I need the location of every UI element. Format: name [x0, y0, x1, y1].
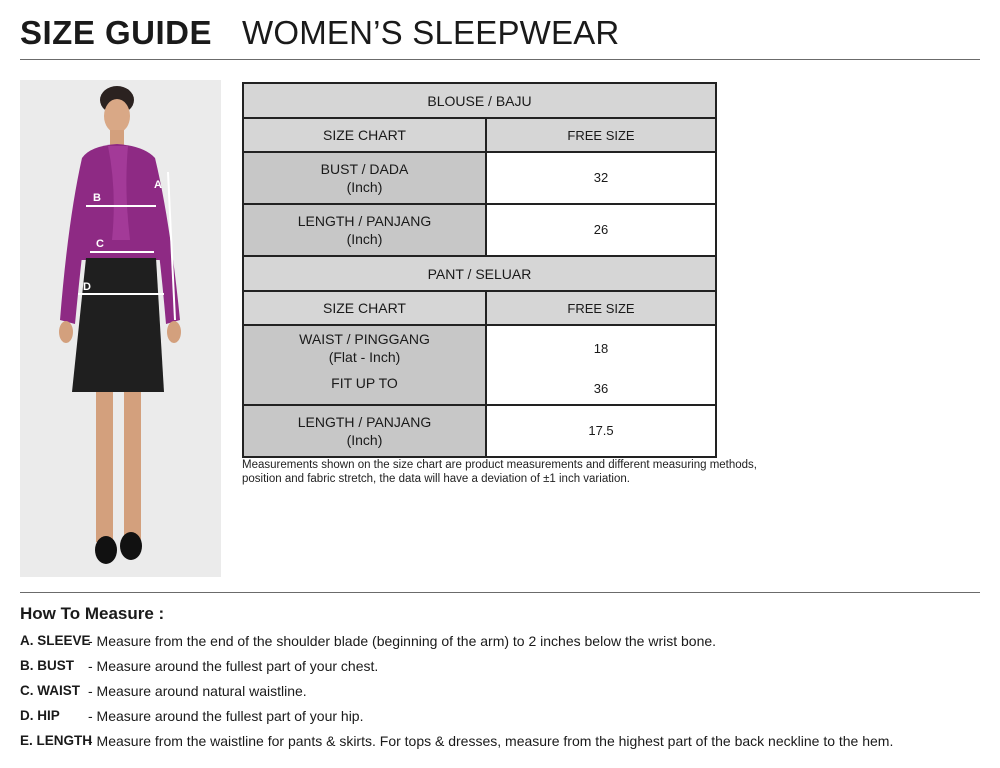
item-desc: - Measure around the fullest part of your chest.	[88, 658, 379, 674]
pant-size-chart-label: SIZE CHART	[243, 291, 486, 325]
size-chart-label: SIZE CHART	[243, 118, 486, 152]
blouse-length-label: LENGTH / PANJANG	[297, 213, 432, 229]
waist-value-cell	[486, 325, 716, 405]
waist-label: WAIST / PINGGANG	[299, 331, 430, 347]
table-row	[243, 152, 716, 204]
how-to-list	[20, 632, 990, 757]
marker-d: D	[83, 281, 91, 293]
waist-value: 18	[593, 341, 609, 356]
section-header-blouse: BLOUSE / BAJU	[243, 83, 716, 118]
pant-length-unit: (Inch)	[346, 432, 383, 448]
bust-label: BUST / DADA	[320, 161, 409, 177]
list-item	[20, 682, 990, 707]
marker-c: C	[96, 238, 104, 250]
item-desc: - Measure around natural waistline.	[88, 683, 307, 699]
pant-size-chart-value: FREE SIZE	[486, 291, 716, 325]
list-item	[20, 632, 990, 657]
table-row	[243, 325, 716, 405]
table-row	[243, 118, 716, 152]
table-row	[243, 83, 716, 118]
how-to-title: How To Measure :	[20, 604, 165, 623]
list-item	[20, 732, 990, 757]
model-illustration	[20, 80, 221, 577]
bust-label-cell	[243, 152, 486, 204]
fit-value: 36	[593, 381, 609, 396]
blouse-length-value: 26	[486, 204, 716, 256]
item-desc: - Measure around the fullest part of your hip.	[88, 708, 364, 724]
item-desc: - Measure from the waistline for pants & skirts. For tops & dresses, measure from the highest part of the back neckline to the hem.	[88, 733, 894, 749]
bust-value: 32	[486, 152, 716, 204]
pant-length-label-cell	[243, 405, 486, 457]
section-header-pant: PANT / SELUAR	[243, 256, 716, 291]
pant-length-label: LENGTH / PANJANG	[297, 414, 432, 430]
blouse-length-label-cell	[243, 204, 486, 256]
bust-unit: (Inch)	[346, 179, 383, 195]
measurement-note: Measurements shown on the size chart are product measurements and different measuring methods, position and fabric stretch, the data will have a deviation of ±1 inch variation.	[242, 459, 758, 485]
item-key: E. LENGTH	[20, 733, 93, 748]
list-item	[20, 657, 990, 682]
fit-label: FIT UP TO	[331, 375, 398, 391]
size-table	[242, 82, 717, 458]
blouse-length-unit: (Inch)	[346, 231, 383, 247]
pant-length-value: 17.5	[486, 405, 716, 457]
item-key: D. HIP	[20, 708, 60, 723]
page-subtitle: WOMEN’S SLEEPWEAR	[242, 14, 620, 51]
table-row	[243, 204, 716, 256]
item-key: B. BUST	[20, 658, 74, 673]
marker-a: A	[154, 179, 162, 191]
table-row	[243, 405, 716, 457]
item-key: A. SLEEVE	[20, 633, 91, 648]
divider	[20, 592, 980, 593]
page-title: SIZE GUIDE	[20, 14, 213, 51]
waist-label-cell	[243, 325, 486, 405]
item-desc: - Measure from the end of the shoulder blade (beginning of the arm) to 2 inches below the wrist bone.	[88, 633, 717, 649]
table-row	[243, 291, 716, 325]
model-photo	[20, 80, 221, 577]
table-row	[243, 256, 716, 291]
waist-unit: (Flat - Inch)	[328, 349, 401, 365]
marker-b: B	[93, 192, 101, 204]
header	[20, 14, 980, 60]
item-key: C. WAIST	[20, 683, 80, 698]
list-item	[20, 707, 990, 732]
size-chart-value: FREE SIZE	[486, 118, 716, 152]
